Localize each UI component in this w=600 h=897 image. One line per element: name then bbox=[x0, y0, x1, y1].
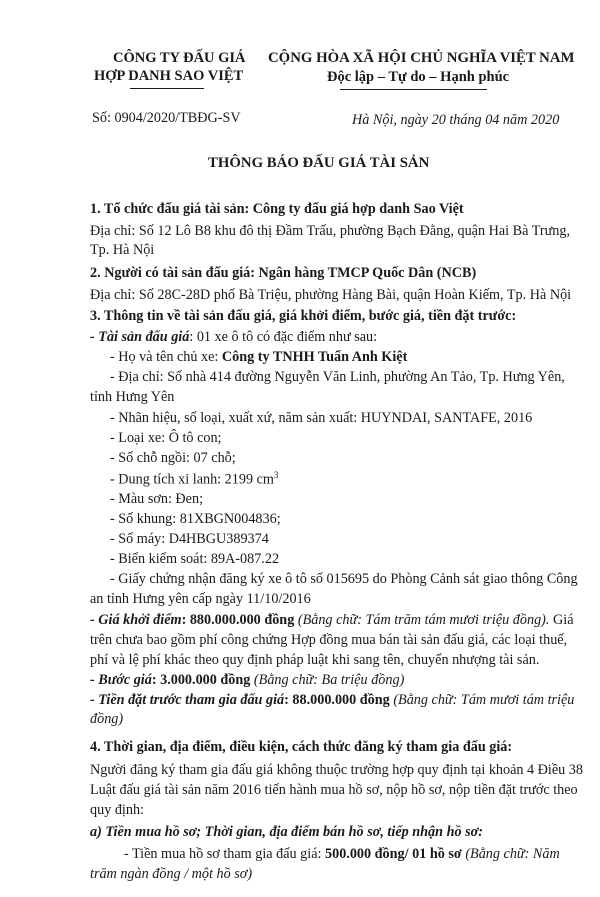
document-fee-line bbox=[124, 846, 560, 863]
national-title: CỘNG HÒA XÃ HỘI CHỦ NGHĨA VIỆT NAM bbox=[268, 50, 575, 66]
section-2-address: Địa chỉ: Số 28C-28D phố Bà Triệu, phường Hàng Bài, quận Hoàn Kiếm, Tp. Hà Nội bbox=[90, 287, 572, 303]
document-fee-label: - Tiền mua hồ sơ tham gia đấu giá: bbox=[124, 846, 325, 862]
registration-line2: an tỉnh Hưng yên cấp ngày 11/10/2016 bbox=[90, 591, 311, 607]
starting-price-tail: Giá bbox=[549, 612, 574, 628]
national-motto: Độc lập – Tự do – Hạnh phúc bbox=[327, 69, 510, 85]
vehicle-color: - Màu sơn: Đen; bbox=[110, 491, 204, 507]
vehicle-plate: - Biển kiểm soát: 89A-087.22 bbox=[110, 551, 280, 567]
document-number: Số: 0904/2020/TBĐG-SV bbox=[92, 110, 241, 126]
starting-price-line bbox=[90, 612, 574, 629]
vehicle-capacity-line bbox=[110, 470, 278, 489]
section-1-heading: 1. Tổ chức đấu giá tài sản: Công ty đấu giá hợp danh Sao Việt bbox=[90, 201, 464, 217]
vehicle-frame-number: - Số khung: 81XBGN004836; bbox=[110, 511, 281, 527]
asset-line bbox=[90, 329, 377, 346]
starting-price-label: - Giá khởi điểm bbox=[90, 612, 182, 628]
deposit-line bbox=[90, 692, 574, 709]
vehicle-capacity: - Dung tích xi lanh: 2199 cm bbox=[110, 471, 274, 488]
section-4-heading: 4. Thời gian, địa điểm, điều kiện, cách thức đăng ký tham gia đấu giá: bbox=[90, 739, 513, 755]
starting-price-words: (Bằng chữ: Tám trăm tám mươi triệu đồng). bbox=[294, 612, 550, 628]
bid-step-value: : 3.000.000 đồng bbox=[151, 672, 251, 688]
starting-price-value: : 880.000.000 đồng bbox=[181, 612, 295, 628]
deposit-words-line2: đồng) bbox=[90, 711, 124, 727]
capacity-superscript: 3 bbox=[273, 470, 279, 480]
starting-price-note-line3: phí và lệ phí khác theo quy định pháp luật khi sang tên, chuyển nhượng tài sản. bbox=[90, 652, 540, 668]
document-fee-value: 500.000 đồng/ 01 hồ sơ bbox=[325, 846, 462, 862]
document-title: THÔNG BÁO ĐẤU GIÁ TÀI SẢN bbox=[208, 155, 430, 171]
org-underline bbox=[130, 88, 204, 89]
org-name-line2: HỢP DANH SAO VIỆT bbox=[94, 68, 244, 84]
section-1-address-line1: Địa chỉ: Số 12 Lô B8 khu đô thị Đầm Trấu, phường Bạch Đằng, quận Hai Bà Trưng, bbox=[90, 223, 571, 239]
bid-step-label: - Bước giá bbox=[90, 672, 152, 688]
motto-underline bbox=[340, 89, 487, 90]
deposit-label: - Tiền đặt trước tham gia đấu giá bbox=[90, 692, 285, 708]
vehicle-engine-number: - Số máy: D4HBGU389374 bbox=[110, 531, 269, 547]
owner-address-line1: - Địa chỉ: Số nhà 414 đường Nguyễn Văn Linh, phường An Tảo, Tp. Hưng Yên, bbox=[110, 369, 565, 385]
document-fee-words: (Bằng chữ: Năm bbox=[461, 846, 560, 862]
owner-label: - Họ và tên chủ xe: bbox=[110, 349, 219, 365]
section-1-address-line2: Tp. Hà Nội bbox=[90, 242, 155, 258]
section-4-paragraph-line2: Luật đấu giá tài sản năm 2016 tiến hành mua hồ sơ, nộp hồ sơ, nộp tiền đặt trước theo bbox=[90, 782, 578, 798]
place-date: Hà Nội, ngày 20 tháng 04 năm 2020 bbox=[352, 112, 560, 128]
section-2-heading: 2. Người có tài sản đấu giá: Ngân hàng TMCP Quốc Dân (NCB) bbox=[90, 265, 477, 281]
bid-step-line bbox=[90, 672, 404, 689]
starting-price-note-line2: trên chưa bao gồm phí công chứng Hợp đồng mua bán tài sản đấu giá, các loại thuế, bbox=[90, 632, 568, 648]
bid-step-words: (Bằng chữ: Ba triệu đồng) bbox=[250, 672, 405, 688]
deposit-words: (Bằng chữ: Tám mươi tám triệu bbox=[389, 692, 575, 708]
section-3-heading: 3. Thông tin về tài sản đấu giá, giá khởi điểm, bước giá, tiền đặt trước: bbox=[90, 308, 517, 324]
owner-name: Công ty TNHH Tuấn Anh Kiệt bbox=[221, 349, 408, 365]
vehicle-type: - Loại xe: Ô tô con; bbox=[110, 430, 222, 446]
owner-line bbox=[110, 349, 407, 366]
section-4-paragraph-line3: quy định: bbox=[90, 802, 144, 818]
vehicle-brand: - Nhãn hiệu, số loại, xuất xứ, năm sản xuất: HUYNDAI, SANTAFE, 2016 bbox=[110, 410, 533, 426]
asset-label: - Tài sản đấu giá bbox=[90, 329, 190, 345]
registration-line1: - Giấy chứng nhận đăng ký xe ô tô số 015695 do Phòng Cảnh sát giao thông Công bbox=[110, 571, 578, 587]
subsection-a-heading: a) Tiền mua hồ sơ; Thời gian, địa điểm bán hồ sơ, tiếp nhận hồ sơ: bbox=[90, 824, 483, 840]
owner-address-line2: tỉnh Hưng Yên bbox=[90, 389, 175, 405]
vehicle-seats: - Số chỗ ngồi: 07 chỗ; bbox=[110, 450, 236, 466]
section-4-paragraph-line1: Người đăng ký tham gia đấu giá không thuộc trường hợp quy định tại khoản 4 Điều 38 bbox=[90, 762, 583, 778]
document-fee-words-line2: trăm ngàn đồng / một hồ sơ) bbox=[90, 866, 253, 882]
deposit-value: : 88.000.000 đồng bbox=[284, 692, 390, 708]
org-name-line1: CÔNG TY ĐẤU GIÁ bbox=[113, 50, 246, 66]
asset-text: : 01 xe ô tô có đặc điểm như sau: bbox=[189, 329, 378, 345]
